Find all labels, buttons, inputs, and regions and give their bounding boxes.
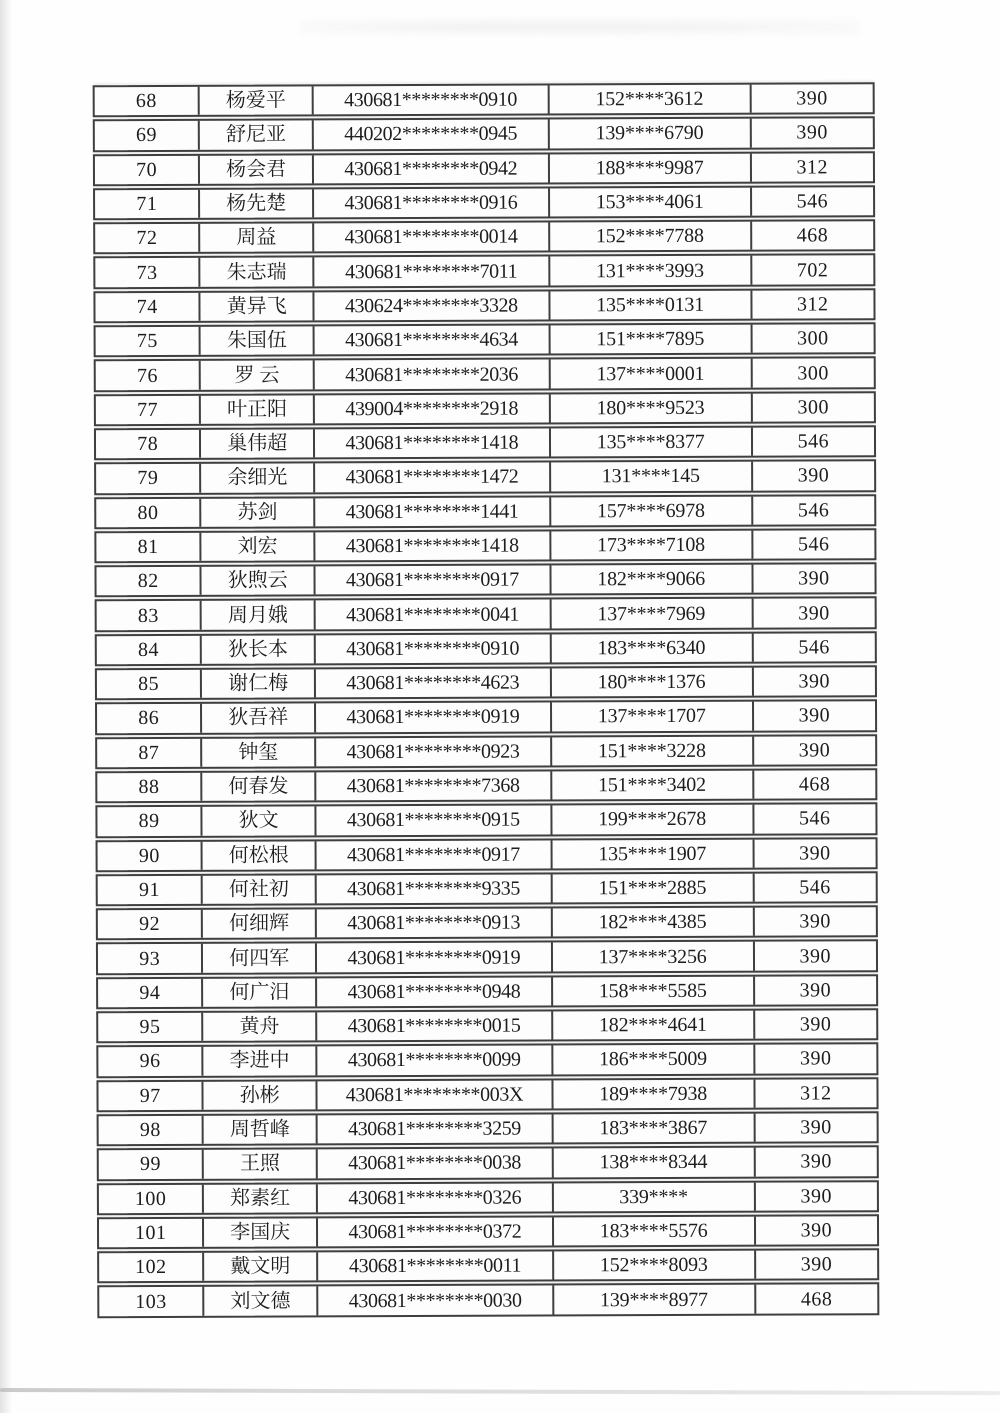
- cell-id-number: 430681********0919: [316, 703, 552, 732]
- cell-amount: 390: [799, 1047, 832, 1070]
- cell-id-number: 430681********0099: [317, 1046, 553, 1075]
- table-row: [97, 1283, 879, 1318]
- cell-row-number: 93: [98, 944, 204, 973]
- cell-name: 谢仁梅: [202, 669, 316, 698]
- cell-id-number: 430681********7368: [316, 771, 552, 800]
- cell-row-number: 88: [97, 773, 203, 802]
- cell-phone: 182****9066: [551, 565, 753, 594]
- cell-row-number: 68: [95, 87, 201, 116]
- cell-amount: 546: [798, 807, 831, 830]
- table-row: [96, 940, 878, 975]
- cell-id-number: 430681********0910: [316, 634, 552, 663]
- cell-phone: 139****6790: [549, 119, 751, 148]
- table-row: [94, 391, 876, 426]
- cell-name: 李国庆: [204, 1218, 318, 1247]
- cell-row-number: 94: [98, 979, 204, 1008]
- cell-phone: 186****5009: [553, 1045, 755, 1074]
- cell-id-number: 430681********0915: [316, 806, 552, 835]
- cell-row-number: 71: [95, 190, 201, 219]
- cell-amount: 546: [797, 499, 830, 522]
- cell-name: 杨爱平: [200, 86, 314, 115]
- cell-phone: 153****4061: [550, 188, 752, 217]
- cell-amount: 390: [799, 910, 831, 933]
- table-row: [95, 734, 877, 769]
- table-row: [94, 528, 876, 563]
- cell-id-number: 430681********0948: [317, 977, 553, 1006]
- cell-id-number: 430681********0038: [318, 1149, 554, 1178]
- cell-row-number: 100: [99, 1184, 205, 1213]
- cell-row-number: 86: [97, 704, 203, 733]
- cell-amount: 390: [798, 739, 831, 762]
- cell-phone: 152****3612: [549, 85, 751, 114]
- table-row: [95, 768, 877, 803]
- cell-phone: 158****5585: [553, 976, 755, 1005]
- cell-row-number: 91: [98, 876, 204, 905]
- cell-name: 杨先楚: [200, 189, 314, 218]
- cell-id-number: 430681********1418: [315, 531, 551, 560]
- cell-amount: 312: [796, 156, 829, 179]
- table-row: [95, 631, 877, 666]
- cell-name: 王照: [204, 1150, 318, 1179]
- table-row: [96, 1077, 878, 1112]
- cell-row-number: 85: [97, 670, 203, 699]
- cell-amount: 390: [799, 944, 832, 968]
- cell-phone: 183****5576: [554, 1216, 756, 1245]
- cell-id-number: 430681********0942: [314, 154, 550, 183]
- cell-phone: 173****7108: [551, 531, 753, 560]
- cell-name: 朱国伍: [201, 326, 315, 355]
- cell-row-number: 74: [95, 293, 201, 322]
- cell-name: 何春发: [203, 772, 317, 801]
- cell-phone: 137****3256: [553, 942, 755, 971]
- table-row: [94, 425, 876, 460]
- cell-id-number: 430681********0923: [316, 737, 552, 766]
- cell-row-number: 98: [99, 1116, 205, 1145]
- cell-amount: 390: [796, 121, 828, 144]
- cell-name: 郑素红: [204, 1184, 318, 1213]
- cell-row-number: 70: [95, 155, 201, 184]
- cell-amount: 390: [796, 87, 828, 110]
- cell-name: 周益: [201, 224, 315, 253]
- cell-name: 李进中: [204, 1047, 318, 1076]
- cell-name: 黄舟: [204, 1012, 318, 1041]
- cell-amount: 300: [797, 396, 829, 419]
- table-row: [95, 597, 877, 632]
- cell-name: 苏剑: [202, 498, 316, 527]
- cell-phone: 139****8977: [554, 1285, 756, 1314]
- cell-phone: 137****7969: [551, 599, 753, 628]
- table-row: [93, 151, 875, 186]
- table-row: [97, 1111, 879, 1146]
- cell-row-number: 76: [96, 361, 202, 390]
- cell-phone: 182****4641: [553, 1011, 755, 1040]
- cell-name: 狄长本: [202, 635, 316, 664]
- cell-id-number: 430681********1441: [315, 497, 551, 526]
- table-row: [96, 1043, 878, 1078]
- cell-name: 舒尼亚: [200, 121, 314, 150]
- cell-phone: 138****8344: [553, 1148, 755, 1177]
- cell-phone: 157****6978: [551, 496, 753, 525]
- cell-row-number: 79: [96, 464, 202, 493]
- cell-row-number: 73: [95, 258, 201, 287]
- cell-id-number: 430681********0372: [318, 1217, 554, 1246]
- cell-name: 余细光: [201, 464, 315, 493]
- cell-name: 巢伟超: [201, 429, 315, 458]
- cell-id-number: 430681********0326: [318, 1183, 554, 1212]
- cell-name: 周月娥: [202, 601, 316, 630]
- cell-amount: 468: [796, 224, 829, 247]
- cell-phone: 151****2885: [552, 873, 754, 902]
- scan-left-edge-artifact: [0, 0, 12, 1413]
- cell-amount: 390: [798, 601, 830, 625]
- cell-phone: 151****7895: [550, 325, 752, 354]
- cell-row-number: 95: [98, 1013, 204, 1042]
- cell-id-number: 430681********0030: [318, 1286, 554, 1315]
- cell-amount: 390: [799, 1013, 832, 1036]
- cell-amount: 702: [796, 259, 829, 282]
- cell-amount: 390: [800, 1253, 833, 1276]
- table-row: [96, 974, 878, 1009]
- cell-row-number: 90: [98, 841, 204, 870]
- cell-amount: 390: [799, 842, 831, 865]
- cell-row-number: 81: [96, 533, 202, 562]
- cell-id-number: 430681********0916: [314, 188, 550, 217]
- cell-id-number: 430681********0015: [317, 1011, 553, 1040]
- cell-name: 何四军: [203, 944, 317, 973]
- cell-id-number: 430681********4634: [315, 326, 551, 355]
- cell-id-number: 430681********0910: [314, 85, 550, 114]
- table-row: [97, 1214, 879, 1249]
- table-row: [96, 1008, 878, 1043]
- cell-phone: 183****6340: [551, 633, 753, 662]
- cell-amount: 546: [797, 430, 830, 453]
- cell-name: 周哲峰: [204, 1115, 318, 1144]
- table-row: [96, 871, 878, 906]
- cell-name: 罗 云: [201, 361, 315, 390]
- cell-id-number: 430681********1472: [315, 463, 551, 492]
- cell-name: 何广汨: [203, 978, 317, 1007]
- cell-phone: 152****7788: [550, 222, 752, 251]
- cell-row-number: 77: [96, 395, 202, 424]
- cell-amount: 546: [796, 190, 829, 213]
- cell-row-number: 87: [97, 738, 203, 767]
- cell-row-number: 84: [97, 636, 203, 665]
- cell-id-number: 430681********9335: [317, 874, 553, 903]
- table-row: [95, 700, 877, 735]
- cell-phone: 131****145: [551, 462, 753, 491]
- table-row: [97, 1180, 879, 1215]
- cell-amount: 300: [797, 361, 829, 385]
- cell-name: 何社初: [203, 875, 317, 904]
- cell-amount: 546: [798, 636, 830, 659]
- table-row: [94, 494, 876, 529]
- cell-amount: 390: [799, 979, 832, 1002]
- cell-id-number: 439004********2918: [315, 394, 551, 423]
- table-row: [96, 837, 878, 872]
- cell-row-number: 69: [95, 121, 201, 150]
- cell-phone: 183****3867: [553, 1114, 755, 1143]
- cell-id-number: 430681********0913: [317, 909, 553, 938]
- table-row: [94, 562, 876, 597]
- cell-row-number: 92: [98, 910, 204, 939]
- cell-amount: 390: [797, 464, 830, 487]
- table-row: [95, 665, 877, 700]
- cell-id-number: 430681********0041: [316, 600, 552, 629]
- cell-amount: 468: [800, 1287, 833, 1311]
- cell-id-number: 430681********0919: [317, 943, 553, 972]
- table-row: [93, 116, 875, 151]
- cell-name: 狄文: [203, 807, 317, 836]
- cell-phone: 151****3228: [552, 736, 754, 765]
- cell-row-number: 99: [99, 1150, 205, 1179]
- cell-phone: 199****2678: [552, 805, 754, 834]
- beneficiary-table: [93, 82, 880, 1320]
- cell-phone: 180****1376: [552, 668, 754, 697]
- cell-amount: 390: [800, 1150, 832, 1173]
- cell-name: 黄异飞: [201, 292, 315, 321]
- cell-id-number: 430681********0014: [314, 223, 550, 252]
- cell-phone: 135****1907: [552, 839, 754, 868]
- cell-phone: 131****3993: [550, 256, 752, 285]
- table-row: [97, 1248, 879, 1283]
- table-row: [93, 219, 875, 254]
- cell-row-number: 83: [97, 601, 203, 630]
- cell-name: 狄吾祥: [202, 704, 316, 733]
- cell-row-number: 80: [96, 498, 202, 527]
- cell-amount: 300: [797, 327, 829, 350]
- cell-amount: 390: [798, 567, 830, 590]
- scan-bottom-line-artifact: [0, 1388, 1000, 1395]
- table-row: [97, 1145, 879, 1180]
- cell-amount: 312: [796, 293, 829, 316]
- cell-phone: 182****4385: [552, 908, 754, 937]
- cell-amount: 390: [800, 1185, 832, 1208]
- cell-name: 刘宏: [202, 532, 316, 561]
- cell-id-number: 430681********0917: [317, 840, 553, 869]
- cell-phone: 137****1707: [552, 702, 754, 731]
- cell-phone: 188****9987: [550, 153, 752, 182]
- table-row: [96, 905, 878, 940]
- cell-row-number: 103: [99, 1287, 205, 1316]
- cell-name: 戴文明: [205, 1252, 319, 1281]
- cell-name: 朱志瑞: [201, 258, 315, 287]
- cell-id-number: 430681********0011: [318, 1252, 554, 1281]
- table-row: [94, 357, 876, 392]
- cell-amount: 390: [800, 1116, 832, 1139]
- cell-name: 钟玺: [203, 738, 317, 767]
- cell-row-number: 82: [96, 567, 202, 596]
- cell-amount: 546: [799, 876, 831, 899]
- cell-row-number: 89: [97, 807, 203, 836]
- table-row: [93, 82, 875, 117]
- cell-phone: 135****0131: [550, 290, 752, 319]
- cell-row-number: 97: [98, 1081, 204, 1110]
- cell-phone: 152****8093: [554, 1251, 756, 1280]
- cell-id-number: 430681********4623: [316, 668, 552, 697]
- cell-name: 狄煦云: [202, 567, 316, 596]
- cell-phone: 135****8377: [551, 428, 753, 457]
- cell-phone: 180****9523: [551, 393, 753, 422]
- cell-amount: 468: [798, 773, 831, 796]
- table-row: [93, 185, 875, 220]
- cell-row-number: 96: [98, 1047, 204, 1076]
- cell-row-number: 72: [95, 224, 201, 253]
- cell-amount: 546: [797, 533, 830, 556]
- cell-row-number: 102: [99, 1253, 205, 1282]
- cell-id-number: 430681********1418: [315, 428, 551, 457]
- cell-id-number: 430681********0917: [315, 566, 551, 595]
- cell-name: 孙彬: [204, 1081, 318, 1110]
- cell-id-number: 430681********3259: [318, 1114, 554, 1143]
- table-row: [95, 802, 877, 837]
- cell-amount: 312: [800, 1082, 832, 1105]
- cell-id-number: 440202********0945: [314, 120, 550, 149]
- table-row: [94, 322, 876, 357]
- cell-amount: 390: [798, 704, 831, 727]
- cell-amount: 390: [798, 670, 831, 693]
- cell-phone: 151****3402: [552, 771, 754, 800]
- cell-id-number: 430681********7011: [314, 257, 550, 286]
- cell-name: 刘文德: [205, 1287, 319, 1316]
- cell-row-number: 101: [99, 1219, 205, 1248]
- cell-id-number: 430624********3328: [314, 291, 550, 320]
- cell-name: 叶正阳: [201, 395, 315, 424]
- table-row: [94, 459, 876, 494]
- cell-row-number: 78: [96, 430, 202, 459]
- scan-top-smudge-artifact: [300, 14, 860, 40]
- table-row: [93, 254, 875, 289]
- cell-id-number: 430681********003X: [317, 1080, 553, 1109]
- cell-amount: 390: [800, 1219, 833, 1242]
- cell-row-number: 75: [96, 327, 202, 356]
- cell-name: 何松根: [203, 841, 317, 870]
- cell-phone: 137****0001: [550, 359, 752, 388]
- table-row: [93, 288, 875, 323]
- cell-name: 何细辉: [203, 909, 317, 938]
- cell-name: 杨会君: [200, 155, 314, 184]
- cell-phone: 339****: [554, 1182, 756, 1211]
- cell-phone: 189****7938: [553, 1079, 755, 1108]
- cell-id-number: 430681********2036: [315, 360, 551, 389]
